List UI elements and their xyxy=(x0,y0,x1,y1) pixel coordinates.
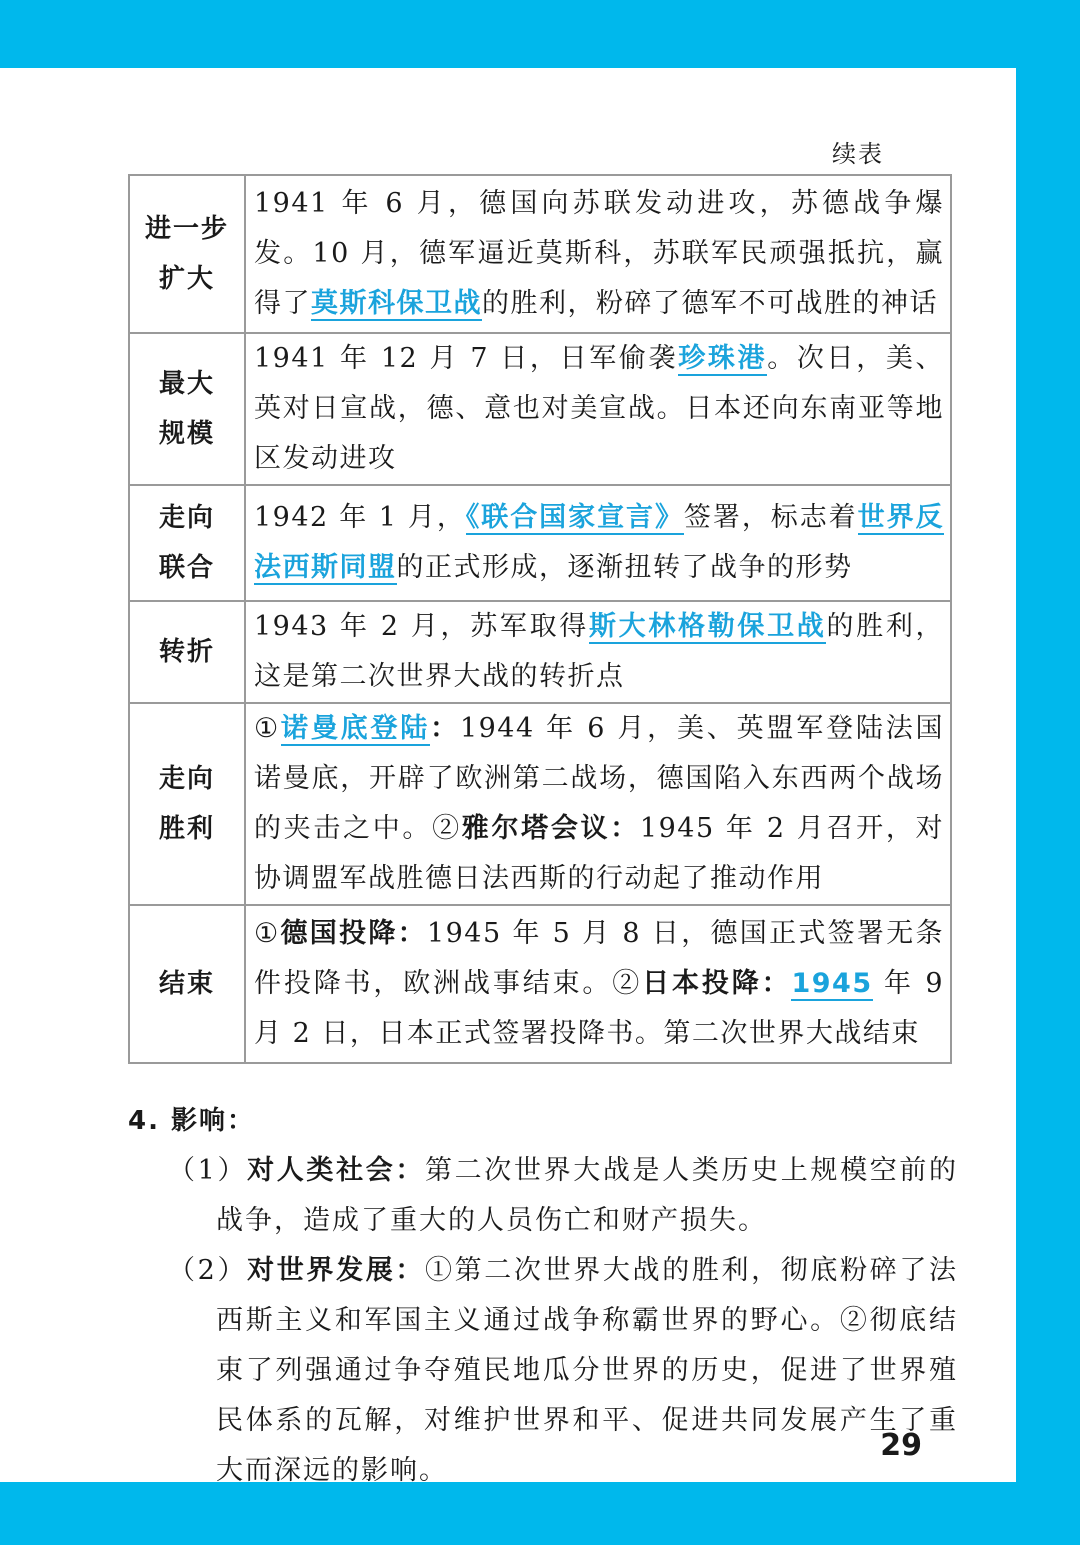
bold-term: 雅尔塔会议： xyxy=(461,813,640,844)
page-sheet xyxy=(0,68,1016,1486)
influence-section xyxy=(128,1096,958,1496)
stage-cell: 走向 胜利 xyxy=(129,703,245,905)
description-cell: 1941 年 6 月，德国向苏联发动进攻，苏德战争爆发。10 月，德军逼近莫斯科，苏联军民顽强抵抗，赢得了莫斯科保卫战的胜利，粉碎了德军不可战胜的神话 xyxy=(245,175,951,333)
bold-term: 日本投降： xyxy=(642,968,792,999)
description-cell: 1942 年 1 月，《联合国家宣言》签署，标志着世界反法西斯同盟的正式形成，逐渐扭转了战争的形势 xyxy=(245,485,951,601)
description-cell: ①德国投降：1945 年 5 月 8 日，德国正式签署无条件投降书，欧洲战事结束。②日本投降：1945 年 9 月 2 日，日本正式签署投降书。第二次世界大战结束 xyxy=(245,905,951,1063)
stage-cell: 最大 规模 xyxy=(129,333,245,485)
keyword: 诺曼底登陆 xyxy=(281,713,431,744)
keyword: 斯大林格勒保卫战 xyxy=(588,611,827,642)
influence-item: （1）对人类社会：第二次世界大战是人类历史上规模空前的战争，造成了重大的人员伤亡和财产损失。 xyxy=(168,1155,959,1236)
keyword: 《联合国家宣言》 xyxy=(465,502,684,533)
keyword: 1945 xyxy=(791,968,873,999)
table-row xyxy=(129,703,951,905)
continued-label: 续表 xyxy=(832,140,884,168)
influence-item: （2）对世界发展：①第二次世界大战的胜利，彻底粉碎了法西斯主义和军国主义通过战争称霸世界的野心。②彻底结束了列强通过争夺殖民地瓜分世界的历史，促进了世界殖民体系的瓦解，对维护世界和平、促进共同发展产生了重大而深远的影响。 xyxy=(168,1255,959,1486)
section-heading: 4. 影响： xyxy=(128,1106,256,1136)
page-number: 29 xyxy=(880,1428,922,1463)
timeline-table xyxy=(128,174,952,1064)
stage-cell: 走向 联合 xyxy=(129,485,245,601)
keyword: 世界反法西斯同盟 xyxy=(254,502,945,583)
table-row xyxy=(129,333,951,485)
stage-cell: 结束 xyxy=(129,905,245,1063)
table-row xyxy=(129,905,951,1063)
keyword: 莫斯科保卫战 xyxy=(311,288,482,319)
description-cell: 1941 年 12 月 7 日，日军偷袭珍珠港。次日，美、英对日宣战，德、意也对美宣战。日本还向东南亚等地区发动进攻 xyxy=(245,333,951,485)
stage-cell: 转折 xyxy=(129,601,245,703)
table-row xyxy=(129,485,951,601)
stage-cell: 进一步 扩大 xyxy=(129,175,245,333)
table-row xyxy=(129,175,951,333)
bold-term: 德国投降： xyxy=(280,918,427,949)
description-cell: 1943 年 2 月，苏军取得斯大林格勒保卫战的胜利，这是第二次世界大战的转折点 xyxy=(245,601,951,703)
table-row xyxy=(129,601,951,703)
keyword: 珍珠港 xyxy=(678,343,768,374)
description-cell: ①诺曼底登陆：1944 年 6 月，美、英盟军登陆法国诺曼底，开辟了欧洲第二战场，德国陷入东西两个战场的夹击之中。②雅尔塔会议：1945 年 2 月召开，对协调盟军战胜德日法西斯的行动起了推动作用 xyxy=(245,703,951,905)
